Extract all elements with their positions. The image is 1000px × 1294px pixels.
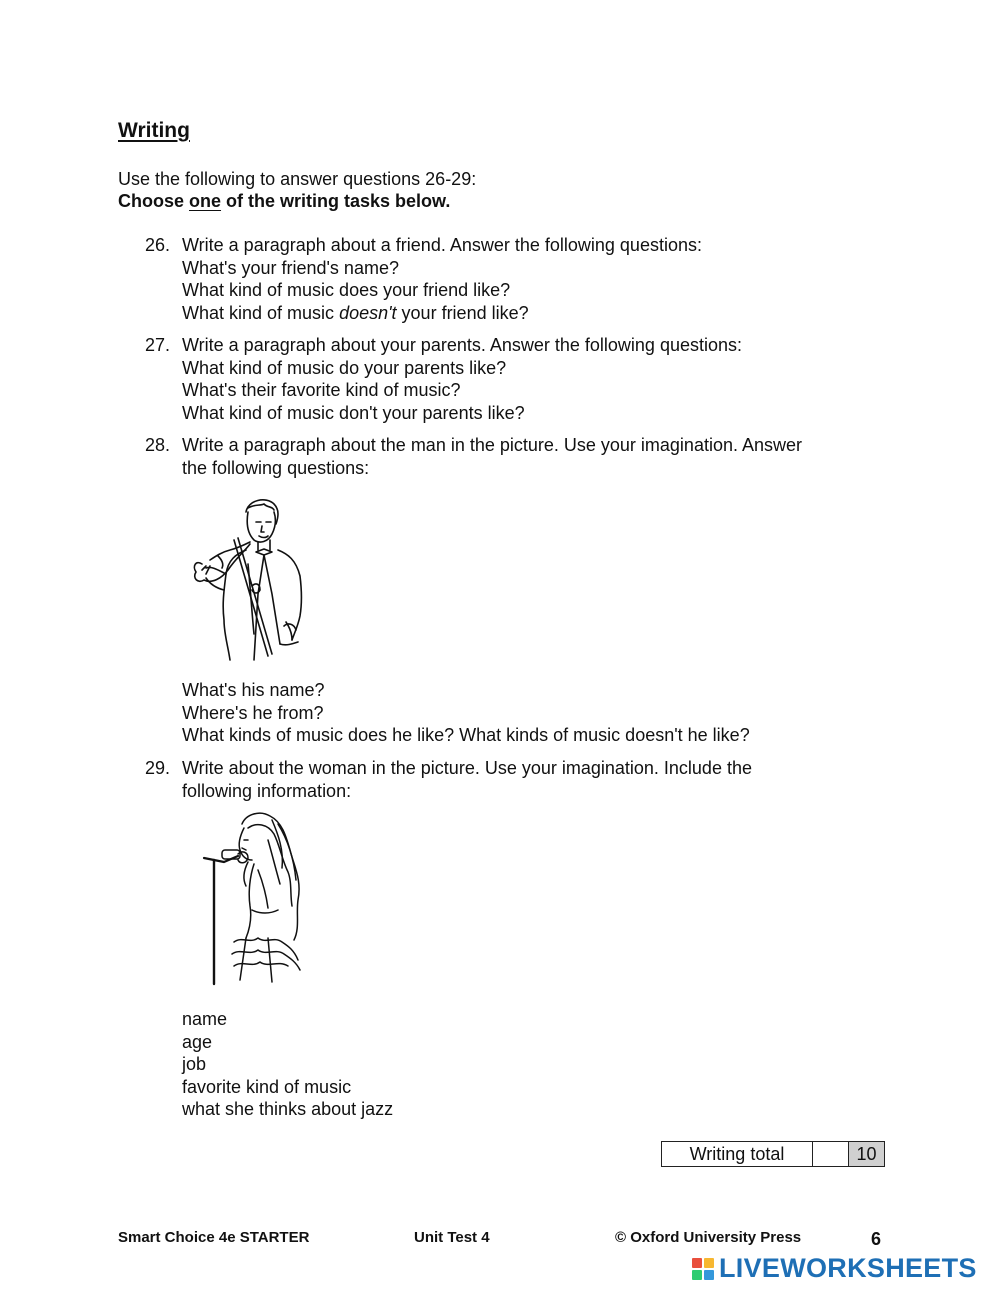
question-line: Write about the woman in the picture. Use your imagination. Include the [182,758,752,778]
question-number: 26. [145,235,171,255]
footer-publisher: © Oxford University Press [615,1229,802,1246]
logo-tiles-icon [692,1258,714,1280]
question-line: What kind of music doesn't your friend like? [182,302,529,323]
question-28-prompts [145,679,885,747]
question-line: What's their favorite kind of music? [182,380,461,400]
prompt-line: Where's he from? [182,702,324,723]
page-number: 6 [871,1229,882,1249]
question-line: What's your friend's name? [182,257,399,278]
logo-tile [692,1258,702,1268]
question-line: What kind of music don't your parents like? [182,402,525,423]
question-line: Write a paragraph about the man in the picture. Use your imagination. Answer [182,435,803,455]
question-number: 29. [145,758,171,778]
section-title: Writing [118,119,190,142]
prompt-line: job [182,1054,207,1074]
singer-illustration [198,810,310,988]
question-number: 27. [145,335,171,355]
logo-tile [704,1258,714,1268]
instructions-choose: Choose one of the writing tasks below. [118,191,451,211]
footer-book: Smart Choice 4e STARTER [118,1229,310,1246]
violinist-illustration [188,494,318,666]
question-26 [145,234,885,324]
question-line: What kind of music does your friend like? [182,280,511,300]
question-line: Write a paragraph about a friend. Answer the following questions: [182,235,702,255]
prompt-line: what she thinks about jazz [182,1099,394,1119]
question-29-prompts [145,1008,885,1121]
prompt-line: age [182,1031,213,1052]
question-27 [145,334,885,424]
question-28 [145,434,885,479]
logo-tile [704,1270,714,1280]
brand-name: LIVEWORKSHEETS [719,1253,977,1283]
writing-total-label: Writing total [662,1142,813,1166]
prompt-line: favorite kind of music [182,1076,352,1097]
question-29 [145,757,885,802]
writing-total-max: 10 [849,1142,884,1166]
question-number: 28. [145,435,171,455]
prompt-line: What's his name? [182,680,325,700]
writing-total-score-field[interactable] [813,1142,849,1166]
logo-tile [692,1270,702,1280]
emphasis-one: one [189,191,222,211]
question-line: the following questions: [182,457,370,478]
liveworksheets-logo [692,1253,977,1284]
question-line: following information: [182,780,352,801]
instructions [118,168,476,212]
prompt-line: name [182,1009,228,1029]
prompt-line: What kinds of music does he like? What kinds of music doesn't he like? [182,725,750,745]
question-line: Write a paragraph about your parents. Answer the following questions: [182,335,742,355]
question-line: What kind of music do your parents like? [182,357,507,378]
instructions-line: Use the following to answer questions 26-29: [118,169,477,189]
writing-total-box [661,1141,885,1167]
footer-unit: Unit Test 4 [414,1229,490,1246]
